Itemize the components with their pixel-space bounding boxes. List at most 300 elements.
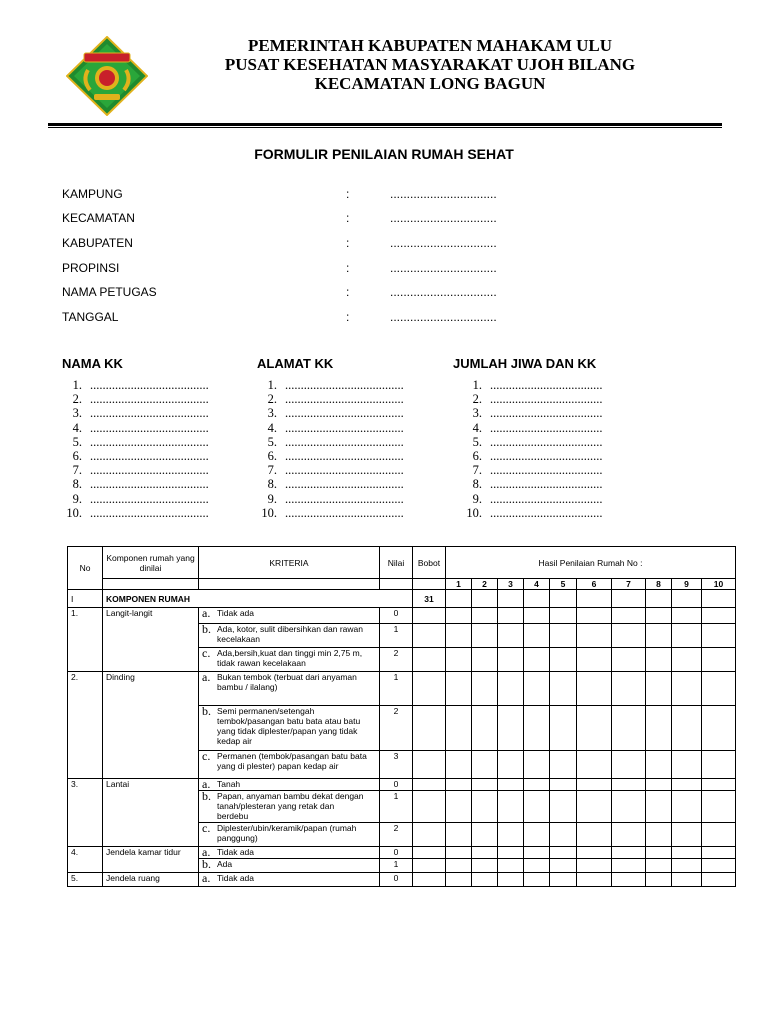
score-cell bbox=[446, 706, 472, 751]
alamat-kk-blank: ...................................... bbox=[285, 477, 404, 492]
score-cell bbox=[646, 791, 672, 823]
jumlah-jiwa-item bbox=[456, 435, 603, 449]
info-label: NAMA PETUGAS bbox=[62, 285, 157, 299]
score-cell bbox=[524, 873, 550, 887]
score-cell bbox=[646, 847, 672, 859]
jumlah-jiwa-item bbox=[456, 477, 603, 491]
header-komponen: Komponen rumah yang dinilai bbox=[103, 547, 199, 579]
subheader-blank bbox=[380, 579, 413, 590]
jumlah-jiwa-item bbox=[456, 492, 603, 506]
jumlah-jiwa-blank: .................................... bbox=[490, 477, 603, 492]
nama-kk-number: 3. bbox=[72, 406, 82, 421]
info-label: PROPINSI bbox=[62, 261, 120, 275]
score-cell bbox=[524, 648, 550, 672]
jumlah-jiwa-number: 9. bbox=[472, 491, 482, 506]
score-cell bbox=[577, 648, 612, 672]
score-cell bbox=[646, 823, 672, 847]
jumlah-jiwa-blank: .................................... bbox=[490, 448, 603, 463]
alamat-kk-blank: ...................................... bbox=[285, 448, 404, 463]
criteria-text: Permanen (tembok/pasangan batu bata yang di plester) papan kedap air bbox=[217, 751, 367, 771]
score-cell bbox=[702, 751, 736, 779]
alamat-kk-number: 3. bbox=[267, 406, 277, 421]
header-line-2: PUSAT KESEHATAN MASYARAKAT UJOH BILANG bbox=[224, 55, 636, 74]
nama-kk-number: 10. bbox=[66, 505, 82, 520]
alamat-kk-item bbox=[251, 421, 404, 435]
nama-kk-number: 6. bbox=[72, 448, 82, 463]
nama-kk-number: 9. bbox=[72, 491, 82, 506]
score-cell bbox=[498, 873, 524, 887]
score-cell bbox=[446, 791, 472, 823]
nama-kk-blank: ...................................... bbox=[90, 392, 209, 407]
score-cell bbox=[646, 590, 672, 608]
score-cell bbox=[646, 608, 672, 624]
criteria-text: Ada,bersih,kuat dan tinggi min 2,75 m, tidak rawan kecelakaan bbox=[217, 648, 363, 668]
jumlah-jiwa-number: 4. bbox=[472, 420, 482, 435]
alamat-kk-number: 8. bbox=[267, 477, 277, 492]
criteria-row bbox=[68, 672, 736, 706]
alamat-kk-item bbox=[251, 449, 404, 463]
info-blank: ................................ bbox=[390, 187, 497, 201]
score-cell bbox=[472, 648, 498, 672]
criteria-cell bbox=[199, 608, 380, 624]
score-cell bbox=[472, 590, 498, 608]
score-cell bbox=[646, 706, 672, 751]
nama-kk-item bbox=[56, 421, 209, 435]
score-cell bbox=[702, 823, 736, 847]
nama-kk-blank: ...................................... bbox=[90, 477, 209, 492]
score-cell bbox=[524, 608, 550, 624]
info-row bbox=[62, 310, 582, 326]
criteria-bobot bbox=[413, 672, 446, 706]
score-cell bbox=[472, 608, 498, 624]
score-cell bbox=[702, 791, 736, 823]
alamat-kk-number: 2. bbox=[267, 392, 277, 407]
criteria-letter: a. bbox=[202, 872, 211, 885]
criteria-text: Tanah bbox=[217, 779, 241, 789]
section-title: KOMPONEN RUMAH bbox=[103, 590, 413, 608]
score-cell bbox=[472, 624, 498, 648]
score-cell bbox=[498, 648, 524, 672]
score-cell bbox=[672, 779, 702, 791]
score-cell bbox=[612, 706, 646, 751]
score-cell bbox=[550, 590, 577, 608]
score-cell bbox=[498, 624, 524, 648]
criteria-bobot bbox=[413, 873, 446, 887]
score-cell bbox=[498, 706, 524, 751]
criteria-cell bbox=[199, 779, 380, 791]
alamat-kk-number: 1. bbox=[267, 378, 277, 392]
alamat-kk-number: 10. bbox=[261, 505, 277, 520]
score-cell bbox=[550, 672, 577, 706]
criteria-row bbox=[68, 779, 736, 791]
nama-kk-item bbox=[56, 406, 209, 420]
score-cell bbox=[498, 779, 524, 791]
criteria-cell bbox=[199, 859, 380, 873]
criteria-letter: a. bbox=[202, 778, 211, 791]
score-cell bbox=[612, 751, 646, 779]
score-cell bbox=[577, 706, 612, 751]
hasil-number: 4 bbox=[524, 579, 550, 590]
criteria-cell bbox=[199, 847, 380, 859]
score-cell bbox=[577, 590, 612, 608]
criteria-text: Semi permanen/setengah tembok/pasangan batu bata atau batu yang tidak diplester/papan yang tidak kedap air bbox=[217, 706, 361, 746]
nama-kk-number: 1. bbox=[72, 378, 82, 392]
nama-kk-blank: ...................................... bbox=[90, 491, 209, 506]
jumlah-jiwa-blank: .................................... bbox=[490, 406, 603, 421]
score-cell bbox=[446, 859, 472, 873]
score-cell bbox=[524, 706, 550, 751]
info-blank: ................................ bbox=[390, 211, 497, 225]
score-cell bbox=[446, 608, 472, 624]
score-cell bbox=[524, 859, 550, 873]
nama-kk-item bbox=[56, 492, 209, 506]
score-cell bbox=[612, 590, 646, 608]
nama-kk-number: 5. bbox=[72, 434, 82, 449]
nama-kk-blank: ...................................... bbox=[90, 434, 209, 449]
list-nama-kk bbox=[56, 378, 209, 520]
alamat-kk-number: 7. bbox=[267, 463, 277, 478]
jumlah-jiwa-number: 5. bbox=[472, 434, 482, 449]
jumlah-jiwa-blank: .................................... bbox=[490, 505, 603, 520]
hasil-number: 3 bbox=[498, 579, 524, 590]
score-cell bbox=[550, 847, 577, 859]
criteria-bobot bbox=[413, 779, 446, 791]
table-header-row bbox=[68, 547, 736, 579]
alamat-kk-blank: ...................................... bbox=[285, 463, 404, 478]
criteria-nilai: 1 bbox=[380, 859, 413, 873]
section-bobot: 31 bbox=[413, 590, 446, 608]
score-cell bbox=[702, 873, 736, 887]
score-cell bbox=[524, 590, 550, 608]
score-cell bbox=[524, 672, 550, 706]
score-cell bbox=[672, 751, 702, 779]
list-alamat-kk bbox=[251, 378, 404, 520]
header-line-3: KECAMATAN LONG BAGUN bbox=[314, 74, 546, 93]
nama-kk-number: 4. bbox=[72, 420, 82, 435]
header-line-1: PEMERINTAH KABUPATEN MAHAKAM ULU bbox=[247, 36, 613, 55]
score-cell bbox=[550, 608, 577, 624]
score-cell bbox=[646, 672, 672, 706]
score-cell bbox=[498, 608, 524, 624]
score-cell bbox=[672, 648, 702, 672]
score-cell bbox=[577, 624, 612, 648]
jumlah-jiwa-blank: .................................... bbox=[490, 392, 603, 407]
criteria-text: Tidak ada bbox=[217, 608, 255, 618]
score-cell bbox=[446, 873, 472, 887]
criteria-nilai: 2 bbox=[380, 823, 413, 847]
score-cell bbox=[672, 590, 702, 608]
score-cell bbox=[702, 608, 736, 624]
score-cell bbox=[446, 590, 472, 608]
item-no: 3. bbox=[68, 779, 103, 847]
score-cell bbox=[646, 624, 672, 648]
item-name: Langit-langit bbox=[103, 608, 199, 672]
criteria-letter: b. bbox=[202, 790, 211, 803]
score-cell bbox=[446, 779, 472, 791]
score-cell bbox=[646, 648, 672, 672]
score-cell bbox=[612, 823, 646, 847]
score-cell bbox=[702, 590, 736, 608]
item-name: Lantai bbox=[103, 779, 199, 847]
info-colon: : bbox=[346, 285, 350, 299]
nama-kk-blank: ...................................... bbox=[90, 420, 209, 435]
criteria-nilai: 1 bbox=[380, 672, 413, 706]
score-cell bbox=[612, 779, 646, 791]
criteria-bobot bbox=[413, 823, 446, 847]
criteria-letter: b. bbox=[202, 858, 211, 871]
jumlah-jiwa-item bbox=[456, 421, 603, 435]
score-cell bbox=[612, 648, 646, 672]
jumlah-jiwa-blank: .................................... bbox=[490, 434, 603, 449]
score-cell bbox=[577, 823, 612, 847]
nama-kk-blank: ...................................... bbox=[90, 505, 209, 520]
nama-kk-blank: ...................................... bbox=[90, 463, 209, 478]
jumlah-jiwa-number: 6. bbox=[472, 448, 482, 463]
section-row bbox=[68, 590, 736, 608]
nama-kk-item bbox=[56, 392, 209, 406]
score-cell bbox=[472, 791, 498, 823]
criteria-letter: c. bbox=[202, 750, 211, 763]
alamat-kk-number: 5. bbox=[267, 434, 277, 449]
score-cell bbox=[446, 624, 472, 648]
jumlah-jiwa-blank: .................................... bbox=[490, 491, 603, 506]
info-blank: ................................ bbox=[390, 310, 497, 324]
criteria-cell bbox=[199, 751, 380, 779]
info-row bbox=[62, 261, 582, 277]
criteria-cell bbox=[199, 648, 380, 672]
score-cell bbox=[672, 672, 702, 706]
score-cell bbox=[702, 672, 736, 706]
criteria-bobot bbox=[413, 751, 446, 779]
alamat-kk-item bbox=[251, 435, 404, 449]
nama-kk-item bbox=[56, 449, 209, 463]
score-cell bbox=[672, 608, 702, 624]
hasil-number: 5 bbox=[550, 579, 577, 590]
score-cell bbox=[550, 823, 577, 847]
criteria-cell bbox=[199, 823, 380, 847]
criteria-text: Ada, kotor, sulit dibersihkan dan rawan kecelakaan bbox=[217, 624, 364, 644]
column-head-jumlah-jiwa: JUMLAH JIWA DAN KK bbox=[453, 356, 597, 371]
score-cell bbox=[472, 823, 498, 847]
criteria-bobot bbox=[413, 648, 446, 672]
info-label: KAMPUNG bbox=[62, 187, 123, 201]
criteria-nilai: 1 bbox=[380, 624, 413, 648]
score-cell bbox=[524, 791, 550, 823]
score-cell bbox=[646, 751, 672, 779]
criteria-text: Bukan tembok (terbuat dari anyaman bambu / ilalang) bbox=[217, 672, 357, 692]
score-cell bbox=[498, 590, 524, 608]
header-rule-thin bbox=[48, 127, 722, 128]
table-subheader-row bbox=[68, 579, 736, 590]
score-cell bbox=[672, 791, 702, 823]
score-cell bbox=[612, 859, 646, 873]
score-cell bbox=[672, 624, 702, 648]
score-cell bbox=[612, 847, 646, 859]
alamat-kk-blank: ...................................... bbox=[285, 420, 404, 435]
score-cell bbox=[612, 624, 646, 648]
criteria-nilai: 1 bbox=[380, 791, 413, 823]
score-cell bbox=[646, 859, 672, 873]
alamat-kk-item bbox=[251, 378, 404, 392]
score-cell bbox=[672, 706, 702, 751]
score-cell bbox=[612, 791, 646, 823]
alamat-kk-blank: ...................................... bbox=[285, 505, 404, 520]
alamat-kk-item bbox=[251, 492, 404, 506]
jumlah-jiwa-item bbox=[456, 378, 603, 392]
hasil-number: 1 bbox=[446, 579, 472, 590]
header-no: No bbox=[68, 547, 103, 590]
score-cell bbox=[646, 873, 672, 887]
criteria-bobot bbox=[413, 847, 446, 859]
column-head-nama-kk: NAMA KK bbox=[62, 356, 123, 371]
nama-kk-number: 8. bbox=[72, 477, 82, 492]
info-row bbox=[62, 236, 582, 252]
list-jumlah-jiwa bbox=[456, 378, 603, 520]
criteria-letter: a. bbox=[202, 671, 211, 684]
score-cell bbox=[612, 608, 646, 624]
nama-kk-number: 2. bbox=[72, 392, 82, 407]
score-cell bbox=[446, 672, 472, 706]
score-cell bbox=[646, 779, 672, 791]
score-cell bbox=[498, 823, 524, 847]
criteria-text: Ada bbox=[217, 859, 233, 869]
criteria-nilai: 0 bbox=[380, 873, 413, 887]
subheader-blank bbox=[103, 579, 199, 590]
subheader-blank bbox=[199, 579, 380, 590]
hasil-number: 2 bbox=[472, 579, 498, 590]
header-bobot: Bobot bbox=[413, 547, 446, 579]
alamat-kk-item bbox=[251, 506, 404, 520]
info-label: KABUPATEN bbox=[62, 236, 133, 250]
criteria-letter: b. bbox=[202, 705, 211, 718]
score-cell bbox=[577, 672, 612, 706]
nama-kk-item bbox=[56, 378, 209, 392]
score-cell bbox=[446, 847, 472, 859]
score-cell bbox=[472, 672, 498, 706]
hasil-number: 8 bbox=[646, 579, 672, 590]
assessment-table bbox=[67, 546, 736, 887]
jumlah-jiwa-number: 2. bbox=[472, 392, 482, 407]
item-no: 1. bbox=[68, 608, 103, 672]
alamat-kk-item bbox=[251, 392, 404, 406]
alamat-kk-blank: ...................................... bbox=[285, 491, 404, 506]
alamat-kk-blank: ...................................... bbox=[285, 434, 404, 449]
score-cell bbox=[577, 779, 612, 791]
jumlah-jiwa-blank: .................................... bbox=[490, 463, 603, 478]
score-cell bbox=[702, 847, 736, 859]
score-cell bbox=[550, 873, 577, 887]
score-cell bbox=[550, 624, 577, 648]
criteria-nilai: 3 bbox=[380, 751, 413, 779]
score-cell bbox=[498, 751, 524, 779]
score-cell bbox=[472, 706, 498, 751]
info-colon: : bbox=[346, 310, 350, 324]
info-label: TANGGAL bbox=[62, 310, 119, 324]
hasil-number: 7 bbox=[612, 579, 646, 590]
jumlah-jiwa-number: 10. bbox=[466, 505, 482, 520]
score-cell bbox=[672, 859, 702, 873]
criteria-letter: c. bbox=[202, 822, 211, 835]
score-cell bbox=[550, 706, 577, 751]
criteria-nilai: 0 bbox=[380, 847, 413, 859]
score-cell bbox=[612, 672, 646, 706]
nama-kk-item bbox=[56, 477, 209, 491]
alamat-kk-blank: ...................................... bbox=[285, 406, 404, 421]
criteria-nilai: 2 bbox=[380, 706, 413, 751]
header-hasil: Hasil Penilaian Rumah No : bbox=[446, 547, 736, 579]
criteria-bobot bbox=[413, 859, 446, 873]
score-cell bbox=[672, 847, 702, 859]
info-colon: : bbox=[346, 211, 350, 225]
criteria-letter: c. bbox=[202, 647, 211, 660]
criteria-nilai: 2 bbox=[380, 648, 413, 672]
criteria-text: Diplester/ubin/keramik/papan (rumah panggung) bbox=[217, 823, 357, 843]
jumlah-jiwa-item bbox=[456, 463, 603, 477]
form-title: FORMULIR PENILAIAN RUMAH SEHAT bbox=[254, 146, 514, 162]
score-cell bbox=[577, 847, 612, 859]
hasil-number: 10 bbox=[702, 579, 736, 590]
score-cell bbox=[550, 751, 577, 779]
header-rule-thick bbox=[48, 123, 722, 126]
score-cell bbox=[524, 751, 550, 779]
criteria-text: Tidak ada bbox=[217, 847, 255, 857]
item-name: Jendela ruang bbox=[103, 873, 199, 887]
score-cell bbox=[702, 859, 736, 873]
score-cell bbox=[472, 779, 498, 791]
score-cell bbox=[702, 779, 736, 791]
score-cell bbox=[550, 779, 577, 791]
score-cell bbox=[472, 873, 498, 887]
info-row bbox=[62, 211, 582, 227]
jumlah-jiwa-item bbox=[456, 406, 603, 420]
criteria-bobot bbox=[413, 608, 446, 624]
hasil-number: 9 bbox=[672, 579, 702, 590]
alamat-kk-item bbox=[251, 406, 404, 420]
item-no: 4. bbox=[68, 847, 103, 873]
section-no: I bbox=[68, 590, 103, 608]
score-cell bbox=[524, 823, 550, 847]
criteria-cell bbox=[199, 672, 380, 706]
score-cell bbox=[446, 823, 472, 847]
score-cell bbox=[702, 648, 736, 672]
jumlah-jiwa-number: 7. bbox=[472, 463, 482, 478]
subheader-blank bbox=[413, 579, 446, 590]
score-cell bbox=[472, 751, 498, 779]
score-cell bbox=[498, 847, 524, 859]
criteria-letter: b. bbox=[202, 623, 211, 636]
criteria-row bbox=[68, 847, 736, 859]
score-cell bbox=[524, 624, 550, 648]
nama-kk-item bbox=[56, 506, 209, 520]
item-name: Dinding bbox=[103, 672, 199, 779]
nama-kk-item bbox=[56, 463, 209, 477]
score-cell bbox=[577, 608, 612, 624]
district-emblem-logo bbox=[66, 36, 148, 116]
nama-kk-blank: ...................................... bbox=[90, 406, 209, 421]
info-label: KECAMATAN bbox=[62, 211, 135, 225]
score-cell bbox=[498, 859, 524, 873]
score-cell bbox=[550, 648, 577, 672]
score-cell bbox=[577, 751, 612, 779]
jumlah-jiwa-number: 3. bbox=[472, 406, 482, 421]
info-colon: : bbox=[346, 261, 350, 275]
score-cell bbox=[498, 672, 524, 706]
criteria-cell bbox=[199, 791, 380, 823]
info-colon: : bbox=[346, 236, 350, 250]
criteria-text: Tidak ada bbox=[217, 873, 255, 883]
jumlah-jiwa-number: 8. bbox=[472, 477, 482, 492]
score-cell bbox=[446, 648, 472, 672]
